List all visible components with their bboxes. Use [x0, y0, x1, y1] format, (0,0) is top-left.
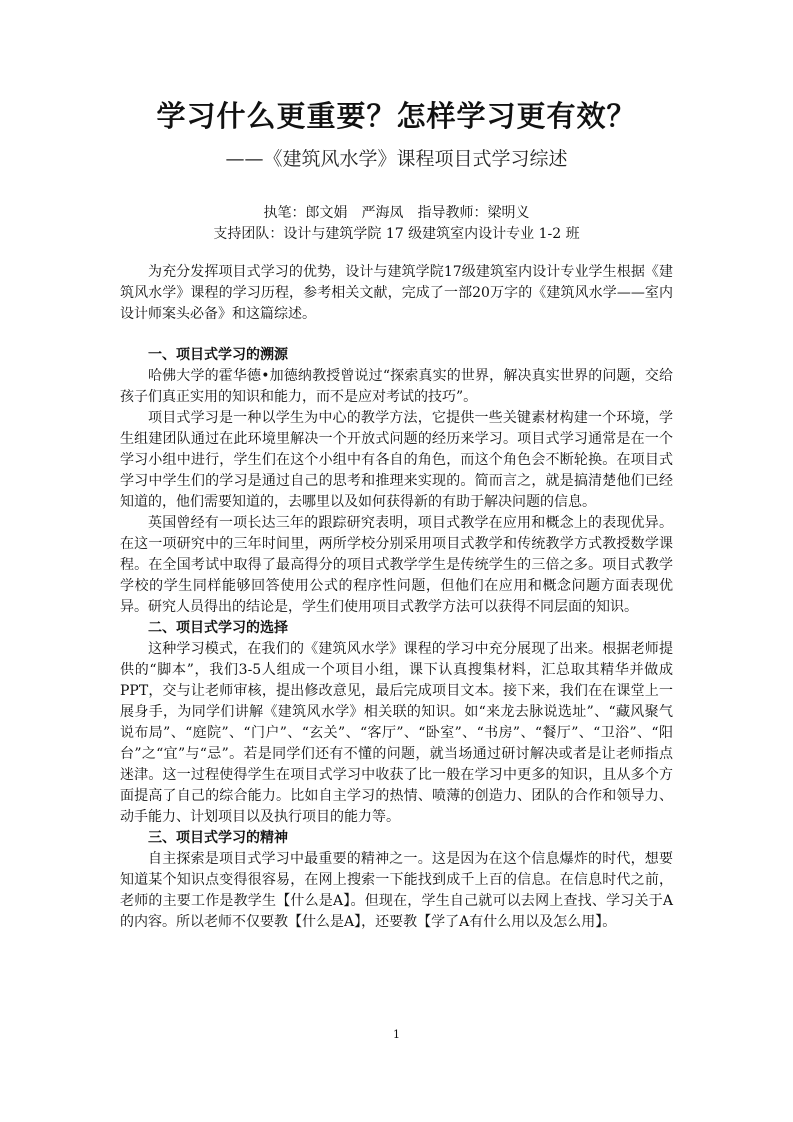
- document-title: 学习什么更重要？怎样学习更有效？: [156, 99, 637, 133]
- author-line: 执笔：郎文娟 严海凤 指导教师：梁明义: [263, 205, 530, 221]
- section-heading-spirit: 三、项目式学习的精神: [148, 830, 288, 846]
- paragraph: 项目式学习是一种以学生为中心的教学方法，它提供一些关键素材构建一个环境，学生组建团队通过在此环境里解决一个开放式问题的经历来学习。项目式学习通常是在一个学习小组中进行，学生们在这个小组中有各自的角色，而这个角色会不断轮换。在项目式学习中学生们的学习是通过自己的思考和推理来实现的。简而言之，就是搞清楚他们已经知道的，他们需要知道的，去哪里以及如何获得新的有助于解决问题的信息。: [120, 410, 673, 510]
- section-heading-choice: 二、项目式学习的选择: [148, 620, 288, 636]
- paragraph: 哈佛大学的霍华德•加德纳教授曾说过“探索真实的世界，解决真实世界的问题，交给孩子们真正实用的知识和能力，而不是应对考试的技巧”。: [120, 368, 673, 405]
- intro-paragraph: 为充分发挥项目式学习的优势，设计与建筑学院17级建筑室内设计专业学生根据《建筑风水学》课程的学习历程，参考相关文献，完成了一部20万字的《建筑风水学——室内设计师案头必备》和这篇综述。: [120, 264, 673, 322]
- document-body: [120, 262, 673, 933]
- document-subtitle: ——《建筑风水学》课程项目式学习综述: [225, 148, 568, 170]
- section-heading-origin: 一、项目式学习的溯源: [148, 347, 288, 363]
- team-line: 支持团队：设计与建筑学院 17 级建筑室内设计专业 1-2 班: [213, 226, 580, 242]
- paragraph: 自主探索是项目式学习中最重要的精神之一。这是因为在这个信息爆炸的时代，想要知道某个知识点变得很容易，在网上搜索一下能找到成千上百的信息。在信息时代之前，老师的主要工作是教学生【什么是A】。但现在，学生自己就可以去网上查找、学习关于A的内容。所以老师不仅要教【什么是A】，还要教【学了A有什么用以及怎么用】。: [120, 851, 673, 930]
- page-number: 1: [393, 1028, 400, 1041]
- paragraph: 英国曾经有一项长达三年的跟踪研究表明，项目式教学在应用和概念上的表现优异。在这一项研究中的三年时间里，两所学校分别采用项目式教学和传统教学方式教授数学课程。在全国考试中取得了最高得分的项目式教学学生是传统学生的三倍之多。项目式教学学校的学生同样能够回答使用公式的程序性问题，但他们在应用和概念问题方面表现优异。研究人员得出的结论是，学生们使用项目式教学方法可以获得不同层面的知识。: [120, 515, 673, 615]
- paragraph: 这种学习模式，在我们的《建筑风水学》课程的学习中充分展现了出来。根据老师提供的“脚本”，我们3-5人组成一个项目小组，课下认真搜集材料，汇总取其精华并做成PPT，交与让老师审核，提出修改意见，最后完成项目文本。接下来，我们在在课堂上一展身手，为同学们讲解《建筑风水学》相关联的知识。如“来龙去脉说选址”、“藏风聚气说布局”、“庭院”、“门户”、“玄关”、“客厅”、“卧室”、“书房”、“餐厅”、“卫浴”、“阳台”之“宜”与“忌”。若是同学们还有不懂的问题，就当场通过研讨解决或者是让老师指点迷津。这一过程使得学生在项目式学习中收获了比一般在学习中更多的知识，且从多个方面提高了自己的综合能力。比如自主学习的热情、喷薄的创造力、团队的合作和领导力、动手能力、计划项目以及执行项目的能力等。: [120, 641, 673, 825]
